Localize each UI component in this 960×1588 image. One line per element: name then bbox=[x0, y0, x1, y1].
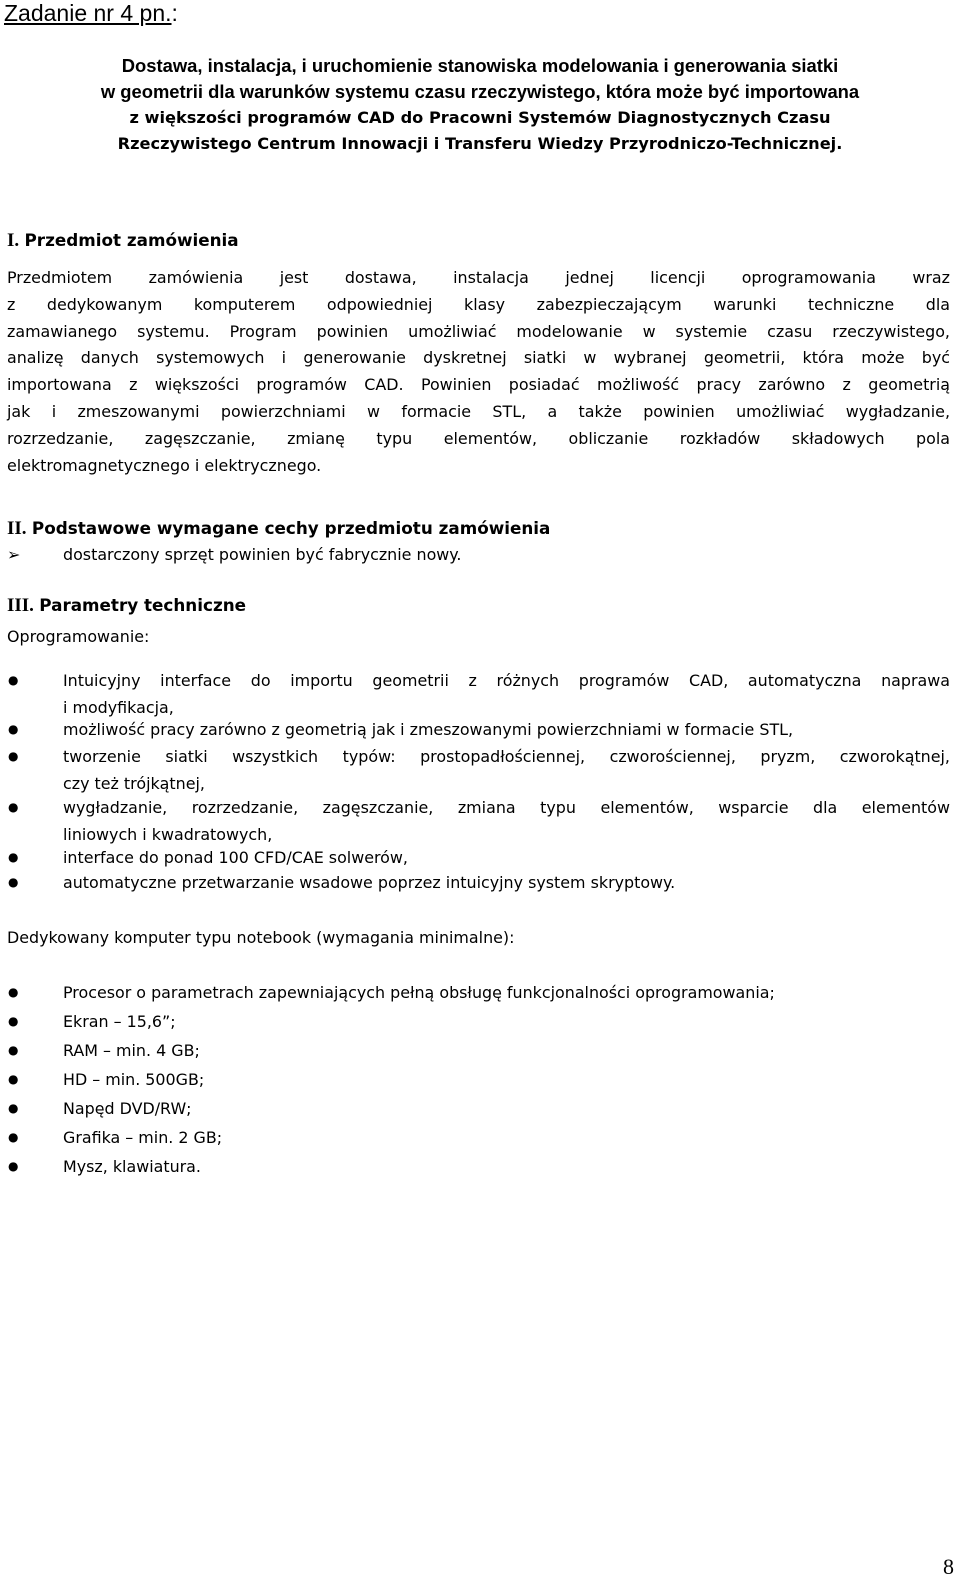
section-heading-2 bbox=[7, 514, 550, 543]
paragraph-line: z dedykowanym komputerem odpowiedniej klasy zabezpieczającym warunki techniczne dla bbox=[7, 294, 950, 314]
list-item-text: Napęd DVD/RW; bbox=[63, 1099, 192, 1118]
list-item-line: możliwość pracy zarówno z geometrią jak i zmeszowanymi powierzchniami w formacie STL, bbox=[63, 720, 794, 739]
list-item-text: RAM – min. 4 GB; bbox=[63, 1041, 200, 1060]
bullet-icon: ● bbox=[8, 1043, 19, 1057]
section-heading-1 bbox=[7, 226, 239, 255]
paragraph-line: Przedmiotem zamówienia jest dostawa, instalacja jednej licencji oprogramowania wraz bbox=[7, 268, 950, 287]
page-heading-underlined: Zadanie nr 4 pn. bbox=[4, 0, 172, 26]
list-item-line: automatyczne przetwarzanie wsadowe poprzez intuicyjny system skryptowy. bbox=[63, 873, 676, 892]
list-item-text bbox=[63, 869, 950, 896]
bullet-icon: ● bbox=[8, 850, 19, 864]
page-heading-colon: : bbox=[171, 0, 178, 26]
list-item-line: interface do ponad 100 CFD/CAE solwerów, bbox=[63, 848, 408, 867]
bullet-icon: ● bbox=[8, 673, 19, 687]
bullet-icon: ● bbox=[8, 1101, 19, 1115]
paragraph-line: rozrzedzanie, zagęszczanie, zmianę typu elementów, obliczanie rozkładów składowych pola bbox=[7, 428, 950, 448]
bullet-icon: ● bbox=[8, 1014, 19, 1028]
paragraph-line: elektromagnetycznego i elektrycznego. bbox=[7, 455, 322, 475]
list-item-text bbox=[63, 667, 950, 721]
section-label: Przedmiot zamówienia bbox=[24, 230, 239, 250]
list-item-line: Intuicyjny interface do importu geometrii z różnych programów CAD, automatyczna naprawa bbox=[63, 671, 950, 690]
title-line: w geometrii dla warunków systemu czasu rzeczywistego, która może być importowana bbox=[100, 81, 860, 102]
list-item-line: i modyfikacja, bbox=[63, 698, 174, 717]
list-item-line: tworzenie siatki wszystkich typów: prostopadłościennej, czworościennej, pryzm, czworokątnej, bbox=[63, 747, 950, 766]
list-item-text bbox=[63, 794, 950, 848]
list-item-text: dostarczony sprzęt powinien być fabrycznie nowy. bbox=[63, 545, 462, 564]
computer-label: Dedykowany komputer typu notebook (wymagania minimalne): bbox=[7, 928, 515, 947]
bullet-icon: ● bbox=[8, 1159, 19, 1173]
paragraph-line: jak i zmeszowanymi powierzchniami w formacie STL, a także powinien umożliwiać wygładzanie, bbox=[7, 401, 950, 421]
bullet-icon: ● bbox=[8, 1130, 19, 1144]
paragraph-line: zamawianego systemu. Program powinien umożliwiać modelowanie w systemie czasu rzeczywistego, bbox=[7, 321, 950, 341]
section-label: Podstawowe wymagane cechy przedmiotu zamówienia bbox=[31, 518, 551, 538]
bullet-icon: ● bbox=[8, 749, 19, 763]
page-heading bbox=[4, 0, 178, 27]
list-item-text bbox=[63, 716, 950, 743]
bullet-icon: ● bbox=[8, 985, 19, 999]
list-item-text bbox=[63, 743, 950, 797]
list-item-line: czy też trójkątnej, bbox=[63, 774, 205, 793]
section-number: III. bbox=[7, 595, 34, 616]
section-label: Parametry techniczne bbox=[39, 595, 247, 615]
bullet-icon: ● bbox=[8, 722, 19, 736]
paragraph-line: importowana z większości programów CAD. Powinien posiadać możliwość pracy zarówno z geometrią bbox=[7, 375, 950, 395]
list-item-text: Mysz, klawiatura. bbox=[63, 1157, 201, 1176]
bullet-icon: ● bbox=[8, 1072, 19, 1086]
list-item-text bbox=[63, 844, 950, 871]
title-line: Rzeczywistego Centrum Innowacji i Transferu Wiedzy Przyrodniczo-Technicznej. bbox=[117, 134, 843, 153]
arrow-icon: ➢ bbox=[7, 545, 21, 564]
list-item-text: Grafika – min. 2 GB; bbox=[63, 1128, 223, 1147]
list-item-text: Ekran – 15,6”; bbox=[63, 1012, 176, 1031]
section-number: I. bbox=[7, 230, 20, 251]
section-1-paragraph bbox=[7, 265, 950, 479]
section-number: II. bbox=[7, 518, 27, 539]
software-label: Oprogramowanie: bbox=[7, 627, 150, 646]
list-item-text: HD – min. 500GB; bbox=[63, 1070, 205, 1089]
document-title bbox=[8, 53, 952, 157]
list-item-line: liniowych i kwadratowych, bbox=[63, 825, 273, 844]
section-heading-3 bbox=[7, 591, 246, 620]
list-item-text: Procesor o parametrach zapewniających pełną obsługę funkcjonalności oprogramowania; bbox=[63, 983, 775, 1002]
bullet-icon: ● bbox=[8, 800, 19, 814]
page-number: 8 bbox=[943, 1554, 954, 1579]
title-line: Dostawa, instalacja, i uruchomienie stanowiska modelowania i generowania siatki bbox=[121, 55, 839, 76]
bullet-icon: ● bbox=[8, 875, 19, 889]
title-line: z większości programów CAD do Pracowni Systemów Diagnostycznych Czasu bbox=[129, 108, 831, 127]
list-item-line: wygładzanie, rozrzedzanie, zagęszczanie, zmiana typu elementów, wsparcie dla elementów bbox=[63, 798, 950, 817]
paragraph-line: analizę danych systemowych i generowanie dyskretnej siatki w wybranej geometrii, która może być bbox=[7, 348, 950, 368]
